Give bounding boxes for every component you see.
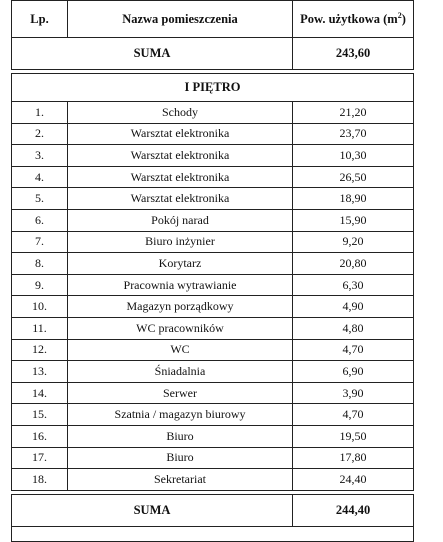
header-area (293, 1, 414, 38)
table-row (12, 425, 414, 447)
table-row (12, 317, 414, 339)
row-lp: 5. (12, 188, 68, 210)
row-area: 26,50 (293, 166, 414, 188)
header-area-close: ) (401, 12, 406, 27)
table-row (12, 102, 414, 124)
row-lp: 11. (12, 317, 68, 339)
row-area: 4,90 (293, 296, 414, 318)
table-row (12, 447, 414, 469)
row-area: 20,80 (293, 253, 414, 275)
row-lp: 4. (12, 166, 68, 188)
section-header-row (12, 74, 414, 102)
total-row-bottom (12, 494, 414, 526)
row-lp: 16. (12, 425, 68, 447)
row-room-name: Korytarz (68, 253, 293, 275)
row-area: 6,90 (293, 361, 414, 383)
row-area: 6,30 (293, 274, 414, 296)
table-row (12, 469, 414, 491)
row-area: 21,20 (293, 102, 414, 124)
row-room-name: Warsztat elektronika (68, 145, 293, 167)
row-lp: 17. (12, 447, 68, 469)
row-lp: 6. (12, 209, 68, 231)
row-area: 4,70 (293, 339, 414, 361)
row-room-name: WC pracowników (68, 317, 293, 339)
document-page (11, 0, 413, 542)
table-header-row (12, 1, 414, 38)
row-lp: 18. (12, 469, 68, 491)
row-lp: 9. (12, 274, 68, 296)
row-lp: 13. (12, 361, 68, 383)
row-lp: 10. (12, 296, 68, 318)
row-room-name: Szatnia / magazyn biurowy (68, 404, 293, 426)
row-area: 24,40 (293, 469, 414, 491)
table-bottom-spacer (12, 526, 414, 541)
row-room-name: Warsztat elektronika (68, 166, 293, 188)
total-bottom-value: 244,40 (293, 494, 414, 526)
row-lp: 7. (12, 231, 68, 253)
row-room-name: Śniadalnia (68, 361, 293, 383)
table-row (12, 404, 414, 426)
row-lp: 12. (12, 339, 68, 361)
table-row (12, 231, 414, 253)
table-row (12, 145, 414, 167)
table-row (12, 188, 414, 210)
table-row (12, 274, 414, 296)
table-row (12, 339, 414, 361)
row-area: 23,70 (293, 123, 414, 145)
row-lp: 1. (12, 102, 68, 124)
row-area: 19,50 (293, 425, 414, 447)
row-lp: 2. (12, 123, 68, 145)
row-area: 3,90 (293, 382, 414, 404)
row-room-name: Biuro (68, 425, 293, 447)
table-row (12, 382, 414, 404)
header-area-superscript: 2 (397, 10, 402, 20)
table-row (12, 166, 414, 188)
total-row-top (12, 38, 414, 70)
row-area: 10,30 (293, 145, 414, 167)
row-lp: 15. (12, 404, 68, 426)
row-room-name: Pokój narad (68, 209, 293, 231)
total-top-label: SUMA (12, 38, 293, 70)
table-row (12, 361, 414, 383)
row-room-name: Biuro inżynier (68, 231, 293, 253)
section-title: I PIĘTRO (12, 74, 414, 102)
row-area: 15,90 (293, 209, 414, 231)
row-room-name: Warsztat elektronika (68, 188, 293, 210)
header-room-name: Nazwa pomieszczenia (68, 1, 293, 38)
table-row (12, 253, 414, 275)
row-lp: 8. (12, 253, 68, 275)
row-lp: 14. (12, 382, 68, 404)
row-room-name: Pracownia wytrawianie (68, 274, 293, 296)
total-top-value: 243,60 (293, 38, 414, 70)
table-row (12, 123, 414, 145)
row-area: 17,80 (293, 447, 414, 469)
header-lp: Lp. (12, 1, 68, 38)
table-row (12, 209, 414, 231)
row-room-name: Schody (68, 102, 293, 124)
row-area: 4,70 (293, 404, 414, 426)
room-area-table (11, 0, 414, 542)
row-room-name: Warsztat elektronika (68, 123, 293, 145)
row-room-name: Serwer (68, 382, 293, 404)
row-area: 4,80 (293, 317, 414, 339)
row-area: 18,90 (293, 188, 414, 210)
row-lp: 3. (12, 145, 68, 167)
table-row (12, 296, 414, 318)
row-area: 9,20 (293, 231, 414, 253)
row-room-name: Sekretariat (68, 469, 293, 491)
row-room-name: Biuro (68, 447, 293, 469)
row-room-name: Magazyn porządkowy (68, 296, 293, 318)
row-room-name: WC (68, 339, 293, 361)
total-bottom-label: SUMA (12, 494, 293, 526)
header-area-text: Pow. użytkowa (m (300, 12, 398, 27)
